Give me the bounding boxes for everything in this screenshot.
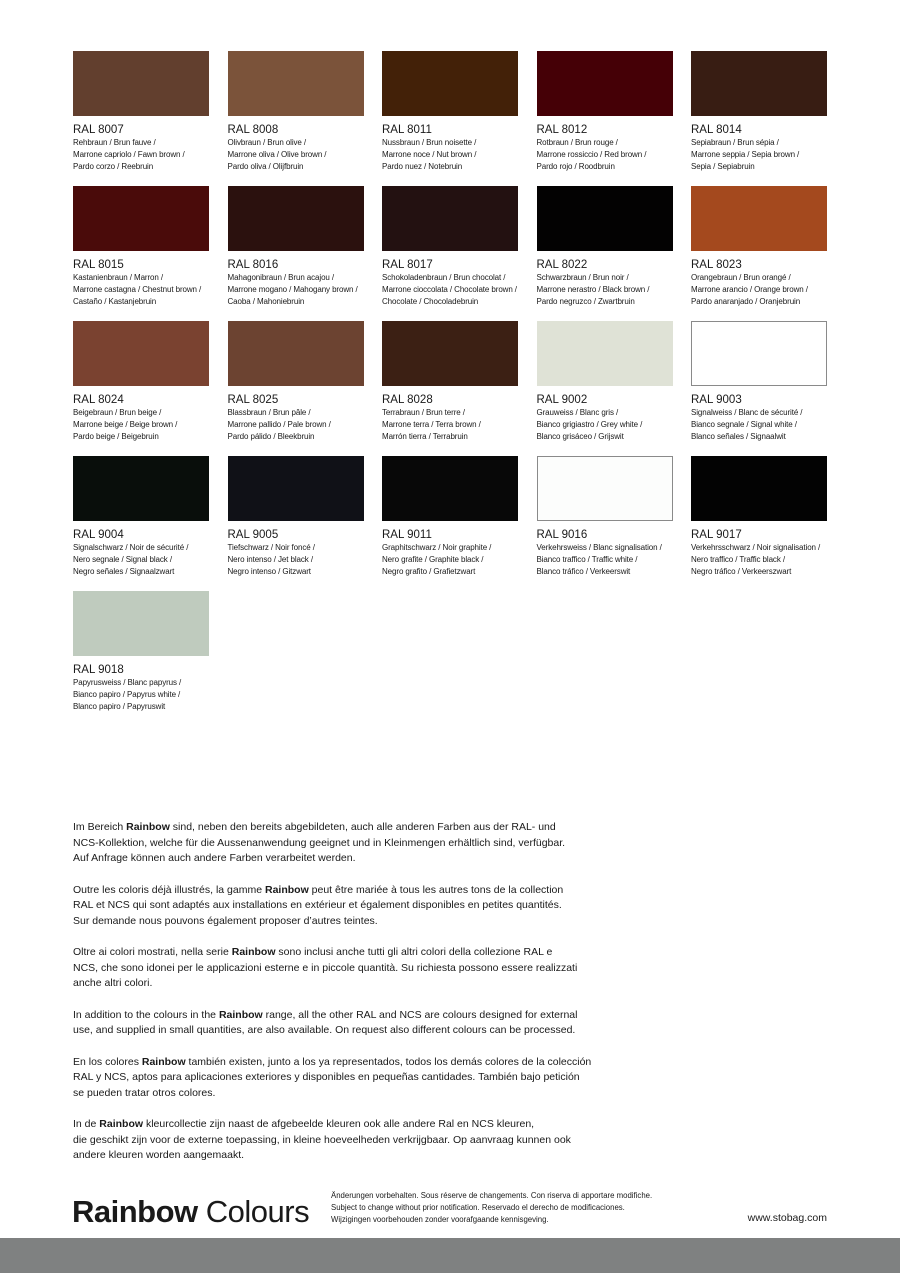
color-name-line: Marrone pallido / Pale brown / xyxy=(227,420,331,429)
color-swatch xyxy=(228,51,364,116)
color-name-line: Bianco traffico / Traffic white / xyxy=(536,555,638,564)
color-name-line: Nero segnale / Signal black / xyxy=(73,555,172,564)
disclaimer-line: Subject to change without prior notification. Reservado el derecho de modificaciones. xyxy=(331,1203,625,1212)
brand-name: Rainbow xyxy=(141,1055,186,1068)
color-name-line: Negro intenso / Gitzwart xyxy=(227,567,311,576)
color-card xyxy=(691,456,827,578)
color-name-line: Olivbraun / Brun olive / xyxy=(227,138,307,147)
color-card xyxy=(382,321,518,443)
color-card xyxy=(73,456,209,578)
color-names xyxy=(228,542,364,578)
color-name-line: Marrone arancio / Orange brown / xyxy=(691,285,808,294)
color-name-line: Pardo nuez / Notebruin xyxy=(382,162,463,171)
color-name-line: Blanco señales / Signaalwit xyxy=(691,432,786,441)
brand-title xyxy=(72,1192,309,1232)
ral-code: RAL 9003 xyxy=(691,394,742,406)
color-name-line: Marrone noce / Nut brown / xyxy=(382,150,477,159)
color-name-line: Mahagonibraun / Brun acajou / xyxy=(227,273,335,282)
color-name-line: Negro señales / Signaalzwart xyxy=(73,567,175,576)
ral-code: RAL 8008 xyxy=(227,124,279,136)
color-swatch xyxy=(73,51,209,116)
ral-code: RAL 8022 xyxy=(536,259,588,271)
color-names xyxy=(73,407,209,443)
color-name-line: Caoba / Mahoniebruin xyxy=(227,297,305,306)
color-names xyxy=(228,272,364,308)
color-card xyxy=(73,321,209,443)
color-card xyxy=(691,51,827,173)
color-names xyxy=(537,542,673,578)
info-paragraph xyxy=(73,1055,633,1102)
color-name-line: Verkehrsweiss / Blanc signalisation / xyxy=(536,543,662,552)
color-swatch xyxy=(691,456,827,521)
color-name-line: Graphitschwarz / Noir graphite / xyxy=(382,543,492,552)
color-name-line: Bianco papiro / Papyrus white / xyxy=(73,690,181,699)
ral-code: RAL 8025 xyxy=(227,394,279,406)
color-name-line: Sepiabraun / Brun sépia / xyxy=(691,138,779,147)
ral-code: RAL 8014 xyxy=(691,124,742,136)
color-names xyxy=(691,542,827,578)
brand-title-regular: Colours xyxy=(197,1194,310,1229)
color-name-line: Rehbraun / Brun fauve / xyxy=(73,138,156,147)
color-card xyxy=(228,186,364,308)
ral-code: RAL 9002 xyxy=(536,394,588,406)
color-swatch xyxy=(73,321,209,386)
color-card xyxy=(228,456,364,578)
color-name-line: Marrone oliva / Olive brown / xyxy=(227,150,327,159)
color-card xyxy=(228,321,364,443)
color-name-line: Marrone seppia / Sepia brown / xyxy=(691,150,800,159)
brand-name: Rainbow xyxy=(126,821,170,833)
color-name-line: Sepia / Sepiabruin xyxy=(691,162,755,171)
color-name-line: Blassbraun / Brun pâle / xyxy=(227,408,311,417)
color-name-line: Pardo oliva / Olijfbruin xyxy=(227,162,304,171)
color-swatch xyxy=(537,186,673,251)
ral-code: RAL 9017 xyxy=(691,529,742,541)
color-name-line: Kastanienbraun / Marron / xyxy=(73,273,163,282)
disclaimer xyxy=(331,1190,652,1226)
disclaimer-line: Änderungen vorbehalten. Sous réserve de changements. Con riserva di apportare modifiche. xyxy=(331,1191,653,1200)
color-name-line: Papyrusweiss / Blanc papyrus / xyxy=(73,678,182,687)
color-names xyxy=(382,137,518,173)
brand-name: Rainbow xyxy=(218,1008,263,1021)
color-names xyxy=(73,677,209,713)
color-card xyxy=(73,186,209,308)
paragraph-text: kleurcollectie zijn naast de afgebeelde kleuren ook alle andere Ral en NCS kleuren, die geschikt zijn voor de externe toepassing, in kleine hoeveelheden verkrijgbaar. Op aanvraag kunnen ook andere kleuren worden aangemaakt. xyxy=(73,1118,571,1161)
footer-bar xyxy=(0,1238,900,1273)
color-name-line: Terrabraun / Brun terre / xyxy=(382,408,465,417)
color-swatch xyxy=(691,321,827,386)
color-name-line: Marrone capriolo / Fawn brown / xyxy=(73,150,185,159)
color-card xyxy=(691,186,827,308)
color-name-line: Marrone terra / Terra brown / xyxy=(382,420,481,429)
color-card xyxy=(537,456,673,578)
color-name-line: Marrone mogano / Mahogany brown / xyxy=(227,285,358,294)
color-name-line: Orangebraun / Brun orangé / xyxy=(691,273,791,282)
paragraph-text: Oltre ai colori mostrati, nella serie xyxy=(73,946,232,958)
info-paragraph xyxy=(73,883,633,930)
color-name-line: Blanco papiro / Papyruswit xyxy=(73,702,166,711)
color-swatch xyxy=(691,51,827,116)
info-paragraph xyxy=(73,1117,633,1164)
color-names xyxy=(691,407,827,443)
color-name-line: Pardo anaranjado / Oranjebruin xyxy=(691,297,801,306)
color-card xyxy=(537,51,673,173)
color-swatch xyxy=(382,456,518,521)
color-card xyxy=(73,51,209,173)
color-name-line: Marrone cioccolata / Chocolate brown / xyxy=(382,285,517,294)
color-names xyxy=(382,407,518,443)
color-name-line: Negro grafito / Grafietzwart xyxy=(382,567,476,576)
brand-name: Rainbow xyxy=(265,883,309,896)
ral-code: RAL 8017 xyxy=(382,259,433,271)
ral-code: RAL 8011 xyxy=(382,124,432,136)
color-name-line: Schwarzbraun / Brun noir / xyxy=(536,273,629,282)
color-name-line: Grauweiss / Blanc gris / xyxy=(536,408,619,417)
color-name-line: Nero traffico / Traffic black / xyxy=(691,555,785,564)
color-name-line: Marrón tierra / Terrabruin xyxy=(382,432,468,441)
ral-code: RAL 9011 xyxy=(382,529,432,541)
info-paragraph xyxy=(73,945,633,992)
color-names xyxy=(691,137,827,173)
disclaimer-line: Wijzigingen voorbehouden zonder voorafgaande kennisgeving. xyxy=(331,1215,549,1224)
color-name-line: Verkehrsschwarz / Noir signalisation / xyxy=(691,543,821,552)
color-names xyxy=(382,542,518,578)
brand-title-bold: Rainbow xyxy=(72,1194,198,1229)
info-paragraph xyxy=(73,820,633,867)
ral-code: RAL 8012 xyxy=(536,124,588,136)
ral-code: RAL 9005 xyxy=(227,529,279,541)
color-swatch xyxy=(228,456,364,521)
color-swatch xyxy=(228,186,364,251)
color-name-line: Negro tráfico / Verkeerszwart xyxy=(691,567,792,576)
color-name-line: Signalschwarz / Noir de sécurité / xyxy=(73,543,189,552)
ral-code: RAL 9016 xyxy=(536,529,588,541)
color-card xyxy=(228,51,364,173)
color-card xyxy=(73,591,209,713)
paragraph-text: In de xyxy=(73,1118,100,1130)
color-name-line: Pardo rojo / Roodbruin xyxy=(536,162,615,171)
color-name-line: Pardo beige / Beigebruin xyxy=(73,432,159,441)
color-name-line: Beigebraun / Brun beige / xyxy=(73,408,162,417)
color-name-line: Rotbraun / Brun rouge / xyxy=(536,138,618,147)
paragraph-text: range, all the other RAL and NCS are colours designed for external use, and supplied in small quantities, are also available. On request also different colours can be processed. xyxy=(73,1008,578,1036)
color-swatch xyxy=(691,186,827,251)
color-name-line: Pardo corzo / Reebruin xyxy=(73,162,154,171)
color-names xyxy=(691,272,827,308)
color-name-line: Pardo pálido / Bleekbruin xyxy=(227,432,315,441)
color-names xyxy=(73,272,209,308)
paragraph-text: En los colores xyxy=(73,1055,142,1068)
color-name-line: Blanco grisáceo / Grijswit xyxy=(536,432,624,441)
color-name-line: Nussbraun / Brun noisette / xyxy=(382,138,477,147)
color-swatch xyxy=(537,51,673,116)
color-swatch xyxy=(382,186,518,251)
paragraph-text: peut être mariée à tous les autres tons de la collection RAL et NCS qui sont adaptés aux installations en extérieur et également disponibles en petites quantités. Sur demande nous pouvons également proposer d’autres teintes. xyxy=(73,883,564,927)
color-card xyxy=(537,321,673,443)
color-card xyxy=(382,186,518,308)
color-swatch xyxy=(228,321,364,386)
color-name-line: Marrone castagna / Chestnut brown / xyxy=(73,285,202,294)
color-card xyxy=(537,186,673,308)
color-name-line: Tiefschwarz / Noir foncé / xyxy=(227,543,315,552)
color-card xyxy=(382,456,518,578)
color-names xyxy=(73,137,209,173)
color-names xyxy=(537,137,673,173)
color-names xyxy=(228,407,364,443)
color-name-line: Castaño / Kastanjebruin xyxy=(73,297,157,306)
color-name-line: Schokoladenbraun / Brun chocolat / xyxy=(382,273,506,282)
color-name-line: Bianco grigiastro / Grey white / xyxy=(536,420,643,429)
color-swatch xyxy=(73,456,209,521)
ral-code: RAL 8007 xyxy=(73,124,124,136)
color-swatch xyxy=(73,591,209,656)
color-names xyxy=(228,137,364,173)
ral-code: RAL 8015 xyxy=(73,259,124,271)
paragraph-text: sind, neben den bereits abgebildeten, auch alle anderen Farben aus der RAL- und NCS-Kollektion, welche für die Aussenanwendung geeignet und in Kleinmengen erhältlich sind, verfügbar. Auf Anfrage können auch andere Farben verarbeitet werden. xyxy=(73,821,566,864)
color-names xyxy=(73,542,209,578)
website-link[interactable]: www.stobag.com xyxy=(747,1212,827,1224)
color-name-line: Marrone nerastro / Black brown / xyxy=(536,285,650,294)
color-name-line: Chocolate / Chocoladebruin xyxy=(382,297,479,306)
paragraph-text: Im Bereich xyxy=(73,821,127,833)
color-card xyxy=(691,321,827,443)
color-names xyxy=(537,407,673,443)
ral-code: RAL 8016 xyxy=(227,259,279,271)
paragraph-text: Outre les coloris déjà illustrés, la gamme xyxy=(73,883,265,896)
color-name-line: Pardo negruzco / Zwartbruin xyxy=(536,297,635,306)
color-swatch xyxy=(537,321,673,386)
paragraph-text: sono inclusi anche tutti gli altri colori della collezione RAL e NCS, che sono idonei per le applicazioni esterne e in piccole quantità. Su richiesta possono essere realizzati anche altri colori. xyxy=(73,946,578,989)
color-name-line: Signalweiss / Blanc de sécurité / xyxy=(691,408,803,417)
color-swatch xyxy=(537,456,673,521)
color-swatch xyxy=(382,321,518,386)
color-name-line: Marrone beige / Beige brown / xyxy=(73,420,178,429)
color-card xyxy=(382,51,518,173)
brand-name: Rainbow xyxy=(231,946,276,958)
color-names xyxy=(382,272,518,308)
ral-code: RAL 9018 xyxy=(73,664,124,676)
color-name-line: Nero grafite / Graphite black / xyxy=(382,555,484,564)
color-name-line: Blanco tráfico / Verkeerswit xyxy=(536,567,631,576)
ral-code: RAL 8024 xyxy=(73,394,124,406)
paragraph-text: también existen, junto a los ya representados, todos los demás colores de la colección RAL y NCS, aptos para aplicaciones exteriores y disponibles en pequeñas cantidades. También bajo petición se pueden tratar otros colores. xyxy=(73,1055,592,1099)
brand-name: Rainbow xyxy=(99,1118,144,1130)
color-name-line: Marrone rossiccio / Red brown / xyxy=(536,150,647,159)
info-text xyxy=(73,820,633,1180)
color-names xyxy=(537,272,673,308)
paragraph-text: In addition to the colours in the xyxy=(73,1008,219,1021)
ral-code: RAL 9004 xyxy=(73,529,124,541)
ral-code: RAL 8023 xyxy=(691,259,742,271)
info-paragraph xyxy=(73,1008,633,1039)
color-swatch xyxy=(73,186,209,251)
color-name-line: Bianco segnale / Signal white / xyxy=(691,420,797,429)
ral-code: RAL 8028 xyxy=(382,394,433,406)
color-swatch xyxy=(382,51,518,116)
color-name-line: Nero intenso / Jet black / xyxy=(227,555,313,564)
